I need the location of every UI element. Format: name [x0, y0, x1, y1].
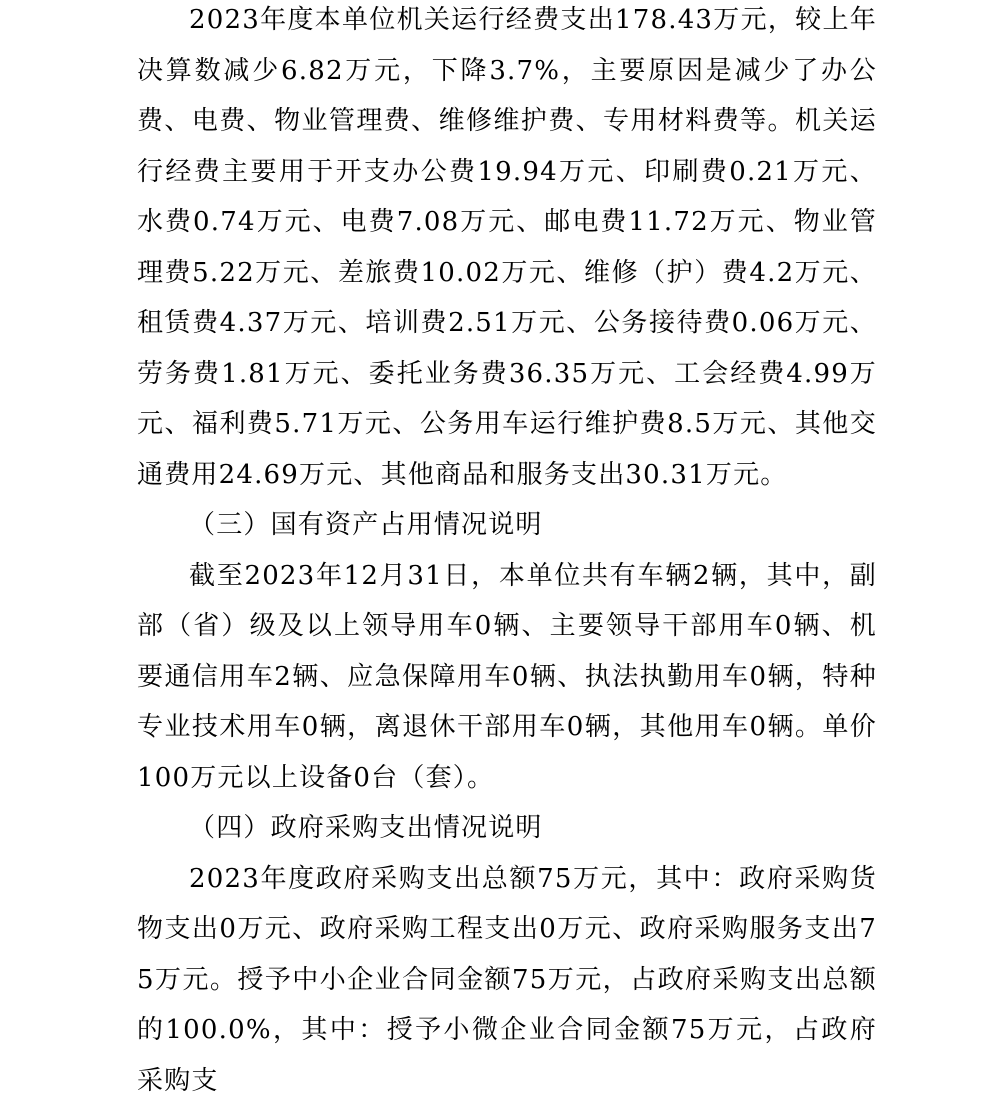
paragraph-operating-expenses: 2023年度本单位机关运行经费支出178.43万元，较上年决算数减少6.82万元，下降3.7%，主要原因是减少了办公费、电费、物业管理费、维修维护费、专用材料费等。机关运行经费主要用于开支办公费19.94万元、印刷费0.21万元、水费0.74万元、电费7.08万元、邮电费11.72万元、物业管理费5.22万元、差旅费10.02万元、维修（护）费4.2万元、租赁费4.37万元、培训费2.51万元、公务接待费0.06万元、劳务费1.81万元、委托业务费36.35万元、工会经费4.99万元、福利费5.71万元、公务用车运行维护费8.5万元、其他交通费用24.69万元、其他商品和服务支出30.31万元。	[137, 0, 877, 500]
paragraph-state-assets: 截至2023年12月31日，本单位共有车辆2辆，其中，副部（省）级及以上领导用车0辆、主要领导干部用车0辆、机要通信用车2辆、应急保障用车0辆、执法执勤用车0辆，特种专业技术用车0辆，离退休干部用车0辆，其他用车0辆。单价100万元以上设备0台（套）。	[137, 551, 877, 804]
paragraph-government-procurement: 2023年度政府采购支出总额75万元，其中：政府采购货物支出0万元、政府采购工程支出0万元、政府采购服务支出75万元。授予中小企业合同金额75万元，占政府采购支出总额的100.0%，其中：授予小微企业合同金额75万元，占政府采购支	[137, 854, 877, 1106]
section-heading-government-procurement: （四）政府采购支出情况说明	[137, 803, 877, 854]
section-heading-state-assets: （三）国有资产占用情况说明	[137, 500, 877, 551]
document-page	[137, 0, 877, 1106]
